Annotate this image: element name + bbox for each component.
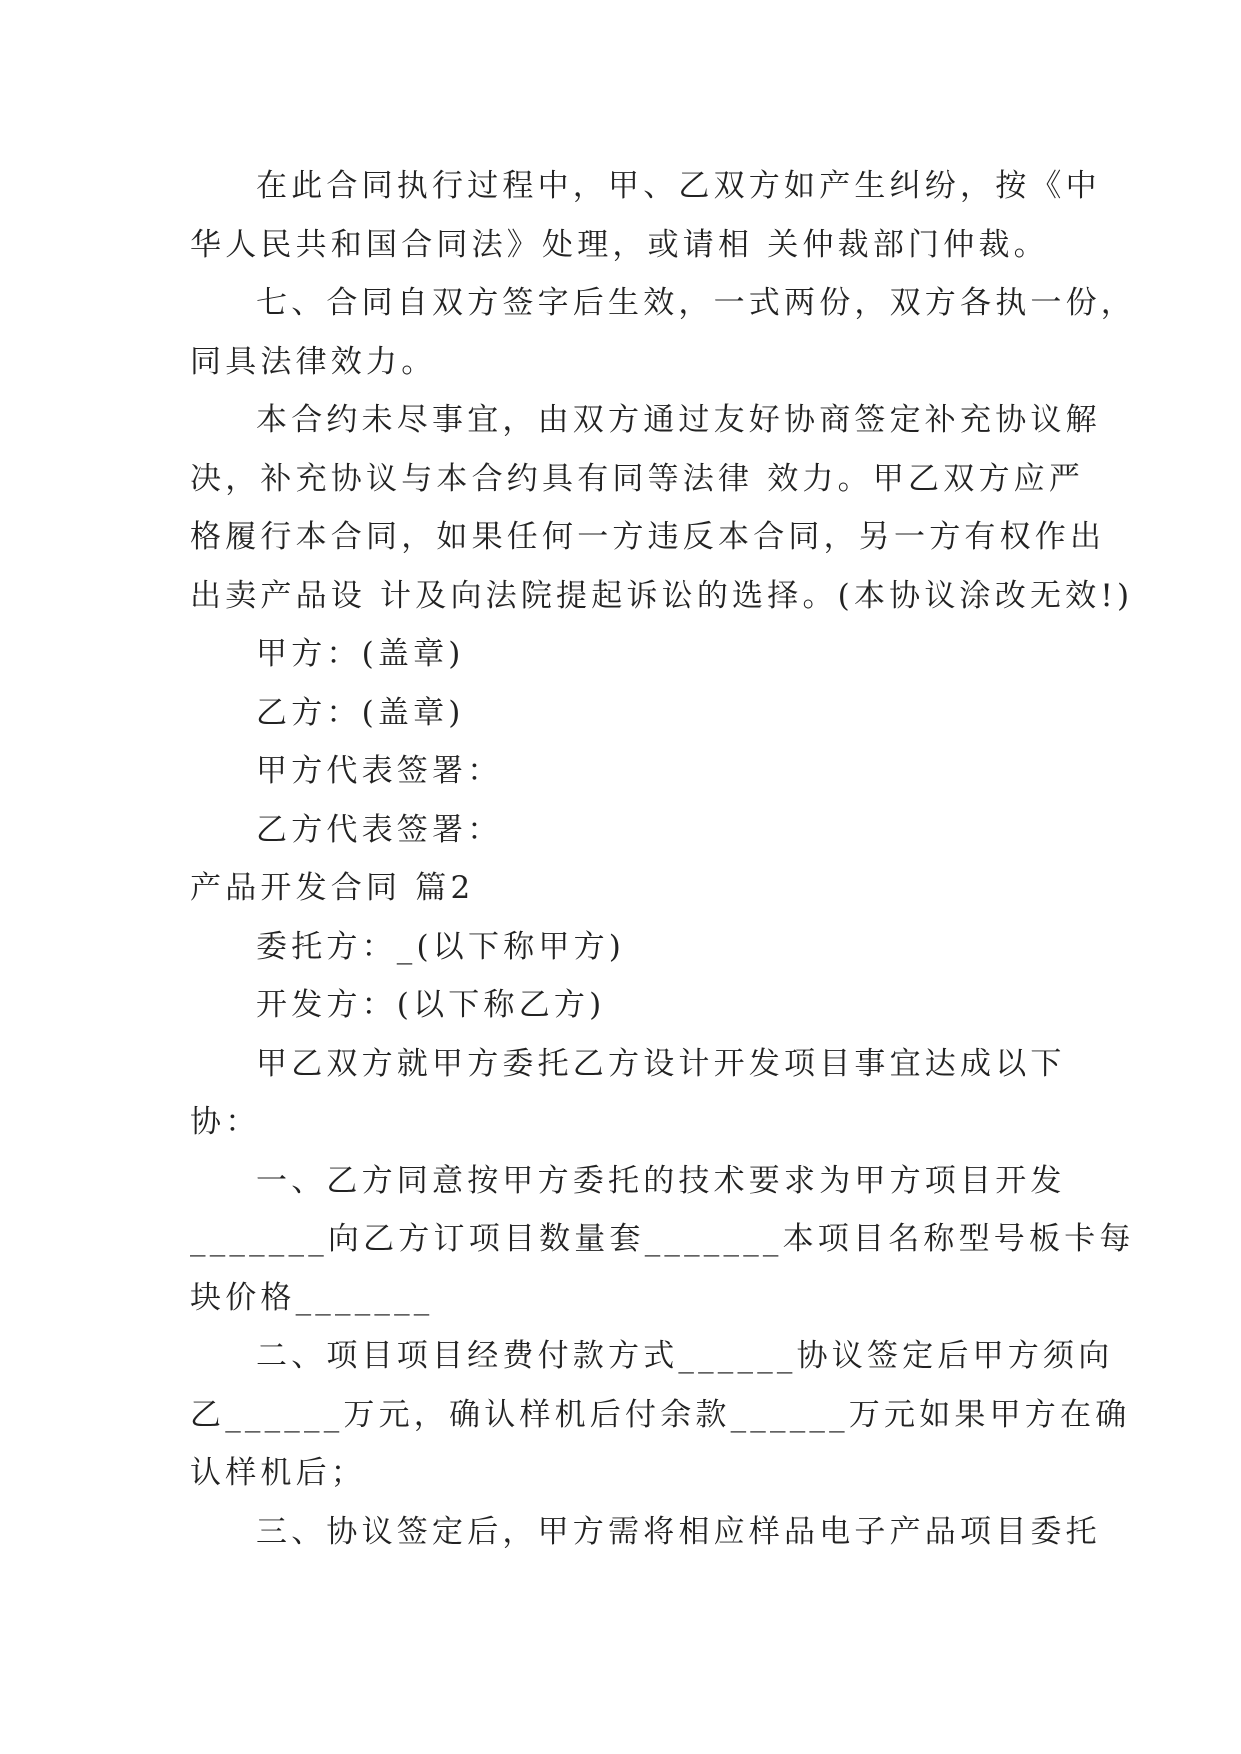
paragraph-line: 本合约未尽事宜，由双方通过友好协商签定补充协议解 <box>256 402 1101 438</box>
paragraph-line: 出卖产品设 计及向法院提起诉讼的选择。(本协议涂改无效!) <box>190 577 1134 614</box>
client-line: 委托方：_(以下称甲方) <box>256 928 626 965</box>
paragraph-line: 认样机后； <box>190 1455 366 1491</box>
party-b-seal-line: 乙方：(盖章) <box>256 694 465 731</box>
party-a-seal-line: 甲方：(盖章) <box>256 636 465 672</box>
document-body <box>190 157 1136 1561</box>
paragraph-line: 格履行本合同，如果任何一方违反本合同，另一方有权作出 <box>190 519 1106 555</box>
paragraph-line: 同具法律效力。 <box>190 343 437 380</box>
paragraph-line: 华人民共和国合同法》处理，或请相 关仲裁部门仲裁。 <box>190 226 1049 263</box>
developer-line: 开发方：(以下称乙方) <box>256 987 606 1023</box>
paragraph-line: 三、协议签定后，甲方需将相应样品电子产品项目委托 <box>256 1513 1101 1550</box>
party-a-signature-line: 甲方代表签署： <box>256 753 503 789</box>
paragraph-line: 二、项目项目经费付款方式______协议签定后甲方须向 <box>256 1338 1114 1374</box>
paragraph-line: 甲乙双方就甲方委托乙方设计开发项目事宜达成以下 <box>256 1045 1066 1082</box>
paragraph-line: 块价格_______ <box>190 1279 434 1316</box>
paragraph-line: 乙______万元，确认样机后付余款______万元如果甲方在确 <box>190 1396 1131 1433</box>
paragraph-line: _______向乙方订项目数量套_______本项目名称型号板卡每 <box>190 1221 1135 1257</box>
paragraph-line: 协： <box>190 1104 261 1140</box>
paragraph-line: 决，补充协议与本合约具有同等法律 效力。甲乙双方应严 <box>190 460 1085 497</box>
party-b-signature-line: 乙方代表签署： <box>256 811 503 848</box>
paragraph-line: 在此合同执行过程中，甲、乙双方如产生纠纷，按《中 <box>256 168 1101 204</box>
paragraph-line: 一、乙方同意按甲方委托的技术要求为甲方项目开发 <box>256 1162 1066 1199</box>
section-heading: 产品开发合同 篇2 <box>190 870 475 906</box>
paragraph-line: 七、合同自双方签字后生效，一式两份，双方各执一份， <box>256 285 1136 321</box>
